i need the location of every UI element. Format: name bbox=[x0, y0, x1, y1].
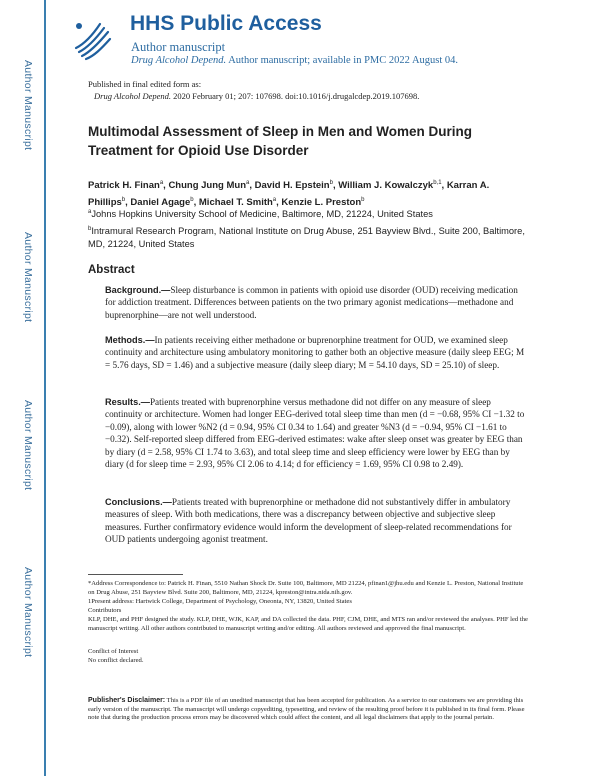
affiliation-b bbox=[88, 223, 528, 251]
author-affiliation-marker: b,1 bbox=[433, 180, 442, 186]
author-name: David H. Epstein bbox=[254, 180, 330, 192]
citation bbox=[88, 90, 419, 102]
author-name: Kenzie L. Preston bbox=[281, 197, 362, 209]
conflict-heading: Conflict of Interest bbox=[88, 648, 139, 655]
published-label: Published in final edited form as: bbox=[88, 79, 202, 89]
author-separator: , bbox=[163, 180, 169, 192]
disclaimer-text: This is a PDF file of an unedited manuscript that has been accepted for publication. As a service to our customers we are providing this early version of the manuscript. The manuscript will undergo copyediting, typesetting, and review of the resulting proof before it is published in its final form. Please note that during the production process errors may be discovered which could affect the content, and all legal disclaimers that apply to the journal pertain. bbox=[88, 697, 525, 722]
citation-details: 2020 February 01; 207: 107698. doi:10.1016/j.drugalcdep.2019.107698. bbox=[171, 91, 420, 101]
author-affiliation-marker: a bbox=[272, 197, 277, 204]
author-affiliation-marker: b bbox=[361, 197, 365, 204]
sidebar-label: Author Manuscript bbox=[22, 60, 34, 151]
author-manuscript-subtitle: Author manuscript bbox=[131, 40, 226, 54]
hhs-public-access-title: HHS Public Access bbox=[130, 12, 322, 35]
affiliation-a bbox=[88, 206, 528, 221]
sidebar-label: Author Manuscript bbox=[22, 232, 34, 323]
abstract-conclusions bbox=[105, 496, 525, 546]
section-lead: Conclusions.— bbox=[105, 497, 172, 507]
section-text: In patients receiving either methadone or buprenorphine treatment for OUD, we examined sleep continuity and architecture using ambulatory monitoring to gather both an objective measure (daily sleep EEG; M = 5.76 days, SD = 1.46) and a subjective measure (daily sleep diary; M = 54.10 days, SD = 25.10) of sleep. bbox=[105, 335, 525, 370]
section-lead: Background.— bbox=[105, 285, 171, 295]
author-name: Chung Jung Mun bbox=[168, 180, 247, 192]
author-name: Karran A. Phillips bbox=[88, 180, 490, 209]
journal-name: Drug Alcohol Depend. bbox=[131, 55, 227, 66]
section-text: Sleep disturbance is common in patients with opioid use disorder (OUD) receiving medication for addiction treatment. Differences between patients on the two primary agonist medications—methadone and buprenorphine—are not well understood. bbox=[105, 285, 518, 320]
affiliation-marker: b bbox=[88, 226, 92, 232]
author-affiliation-marker: a bbox=[159, 180, 164, 186]
author-name: William J. Kowalczyk bbox=[338, 180, 434, 192]
author-separator: , bbox=[193, 197, 199, 209]
sidebar-label: Author Manuscript bbox=[22, 400, 34, 491]
author-separator: , bbox=[332, 180, 339, 192]
publisher-disclaimer bbox=[88, 697, 528, 723]
author-separator: , bbox=[276, 197, 282, 209]
footnote-present-address: 1Present address: Hartwick College, Department of Psychology, Oneonta, NY, 13820, United States bbox=[88, 598, 352, 605]
footnote-correspondence: *Address Correspondence to: Patrick H. Finan, 5510 Nathan Shock Dr. Suite 100, Baltimore, MD 21224, pfinan1@jhu.edu and Kenzie L. Preston, National Institute on Drug Abuse, 251 Bayview Blvd. Suite 200, Baltimore, MD, 21224, kpreston@intra.nida.nih.gov. bbox=[88, 580, 524, 596]
author-separator: , bbox=[249, 180, 255, 192]
section-lead: Results.— bbox=[105, 397, 150, 407]
author-affiliation-marker: a bbox=[246, 180, 250, 186]
author-name: Michael T. Smith bbox=[198, 197, 273, 209]
affiliation-marker: a bbox=[88, 209, 92, 215]
publication-info bbox=[88, 78, 419, 102]
author-name: Daniel Agage bbox=[130, 197, 191, 209]
section-text: Patients treated with buprenorphine versus methadone did not differ on any measure of sleep continuity or architecture. Women had longer EEG-derived total sleep time than men (d = −0.68, 95% CI −1.32 to −0.09), along with lower %N2 (d = 0.94, 95% CI 0.34 to 1.64) and greater %N3 (d = −0.94, 95% CI −1.61 to −0.32). Self-reported sleep differed from EEG-derived estimates: wake after sleep onset was greater by EEG than by diary (d = 2.58, 95% CI 1.74 to 3.63), and total sleep time and sleep efficiency were lower by EEG than by diary (d for sleep time = 2.93, 95% CI 2.06 to 4.14; d for efficiency = 1.69, 95% CI 0.98 to 2.49). bbox=[105, 397, 525, 470]
journal-availability bbox=[131, 55, 458, 66]
sidebar-label: Author Manuscript bbox=[22, 567, 34, 658]
author-separator: , bbox=[441, 180, 447, 192]
author-separator: , bbox=[125, 197, 131, 209]
abstract-background bbox=[105, 284, 525, 321]
author-name: Patrick H. Finan bbox=[88, 180, 160, 192]
sidebar-divider bbox=[44, 0, 46, 776]
citation-journal: Drug Alcohol Depend. bbox=[94, 91, 172, 101]
availability-text: Author manuscript; available in PMC 2022 August 04. bbox=[226, 55, 459, 66]
contributors-heading: Contributors bbox=[88, 607, 122, 614]
affiliation-text: Johns Hopkins University School of Medicine, Baltimore, MD, 21224, United States bbox=[91, 209, 433, 220]
abstract-methods bbox=[105, 334, 525, 371]
hhs-eagle-logo-icon bbox=[70, 18, 114, 62]
author-affiliation-marker: b bbox=[121, 197, 126, 204]
disclaimer-lead: Publisher's Disclaimer: bbox=[88, 697, 166, 704]
section-text: Patients treated with buprenorphine or methadone did not substantively differ in ambulatory measures of sleep. With both medications, there was a discrepancy between objective and subjective sleep measures. Further confirmatory evidence would inform the development of sleep-related recommendations for OUD patients undergoing agonist treatment. bbox=[105, 497, 512, 545]
article-title: Multimodal Assessment of Sleep in Men and Women During Treatment for Opioid Use Disorder bbox=[88, 124, 473, 158]
affiliation-text: Intramural Research Program, National Institute on Drug Abuse, 251 Bayview Blvd., Suite 200, Baltimore, MD, 21224, United States bbox=[88, 226, 525, 250]
abstract-results bbox=[105, 396, 525, 470]
author-affiliation-marker: b bbox=[329, 180, 333, 186]
contributors-text: KLP, DHE, and PHF designed the study. KLP, DHE, WJK, KAP, and DA collected the data. PHF, CJM, DHE, and MTS ran and/or reviewed the analyses. PHF led the manuscript writing. All other authors contributed to manuscript writing and/or editing. All authors reviewed and approved the final manuscript. bbox=[88, 616, 528, 632]
conflict-text: No conflict declared. bbox=[88, 657, 144, 664]
footnote-divider bbox=[88, 574, 183, 575]
abstract-heading: Abstract bbox=[88, 264, 135, 276]
section-lead: Methods.— bbox=[105, 335, 155, 345]
author-affiliation-marker: b bbox=[190, 197, 194, 204]
